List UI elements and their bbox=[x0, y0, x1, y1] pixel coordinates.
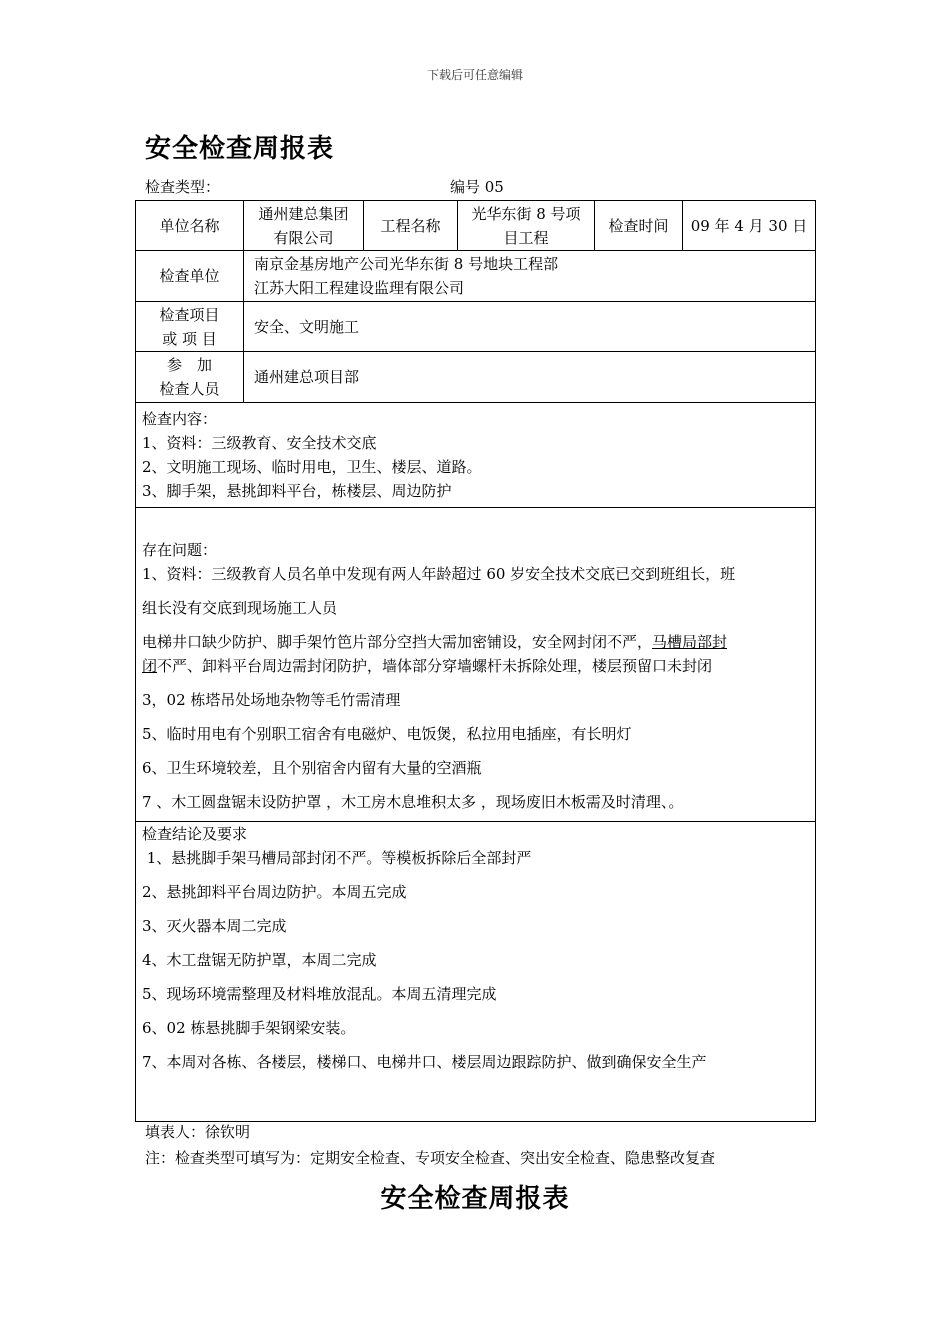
unit-label: 单位名称 bbox=[136, 201, 244, 251]
form-row-inspect-unit bbox=[136, 251, 816, 302]
problems-heading: 存在问题： bbox=[142, 540, 218, 559]
conclusion-heading: 检查结论及要求 bbox=[142, 825, 248, 843]
project-label: 工程名称 bbox=[364, 201, 458, 251]
conclusion-line: 2、悬挑卸料平台周边防护。本周五完成 bbox=[142, 883, 407, 901]
form-row-item bbox=[136, 302, 816, 352]
staff-value: 通州建总项目部 bbox=[244, 352, 816, 403]
problem-line: 6、卫生环境较差，且个别宿舍内留有大量的空酒瓶 bbox=[142, 758, 482, 777]
conclusion-line: 4、木工盘锯无防护罩，本周二完成 bbox=[142, 951, 377, 969]
inspect-unit-value: 南京金基房地产公司光华东街 8 号地块工程部 江苏大阳工程建设监理有限公司 bbox=[244, 251, 816, 302]
time-value: 09 年 4 月 30 日 bbox=[683, 201, 816, 251]
time-label: 检查时间 bbox=[595, 201, 683, 251]
form-row-staff bbox=[136, 352, 816, 403]
header-note: 下载后可任意编辑 bbox=[426, 68, 523, 82]
problem-line: 7 、木工圆盘锯未设防护罩 ，木工房木息堆积太多 ，现场废旧木板需及时清理、。 bbox=[142, 792, 684, 811]
conclusion-line: 5、现场环境需整理及材料堆放混乱。本周五清理完成 bbox=[142, 985, 497, 1003]
problem-line: 闭不严、卸料平台周边需封闭防护，墙体部分穿墙螺杆未拆除处理，楼层预留口未封闭 bbox=[142, 656, 713, 675]
content-heading: 检查内容： bbox=[142, 410, 218, 428]
project-value: 光华东街 8 号项 目工程 bbox=[458, 201, 595, 251]
content-line: 2、文明施工现场、临时用电，卫生、楼层、道路。 bbox=[142, 458, 482, 476]
content-section bbox=[136, 403, 816, 508]
conclusion-line: 6、02 栋悬挑脚手架钢梁安装。 bbox=[142, 1019, 356, 1037]
staff-label: 参 加 检查人员 bbox=[136, 352, 244, 403]
conclusion-line: 7、本周对各栋、各楼层，楼梯口、电梯井口、楼层周边跟踪防护、做到确保安全生产 bbox=[142, 1053, 707, 1071]
problem-line: 电梯井口缺少防护、脚手架竹笆片部分空挡大需加密铺设，安全网封闭不严，马槽局部封 bbox=[142, 632, 728, 651]
inspect-unit-label: 检查单位 bbox=[136, 251, 244, 302]
conclusion-line: 1、悬挑脚手架马槽局部封闭不严。等模板拆除后全部封严 bbox=[142, 849, 532, 867]
problem-line: 3，02 栋塔吊处场地杂物等毛竹需清理 bbox=[142, 690, 401, 709]
inspection-type-label: 检查类型： bbox=[145, 178, 221, 196]
problem-line: 5、临时用电有个别职工宿舍有电磁炉、电饭煲，私拉用电插座，有长明灯 bbox=[142, 724, 632, 743]
item-label: 检查项目 或 项 目 bbox=[136, 302, 244, 352]
form-row-unit bbox=[136, 201, 816, 251]
conclusion-line: 3、灭火器本周二完成 bbox=[142, 917, 287, 935]
unit-value: 通州建总集团 有限公司 bbox=[244, 201, 364, 251]
document-number: 编号 05 bbox=[450, 178, 504, 196]
conclusion-section bbox=[136, 822, 816, 1122]
problem-line: 组长没有交底到现场施工人员 bbox=[142, 598, 338, 617]
problem-line: 1、资料：三级教育人员名单中发现有两人年龄超过 60 岁安全技术交底已交到班组长，班 bbox=[142, 564, 736, 583]
document-title: 安全检查周报表 bbox=[145, 134, 335, 164]
inspection-form bbox=[135, 200, 816, 1122]
item-value: 安全、文明施工 bbox=[244, 302, 816, 352]
content-line: 1、资料：三级教育、安全技术交底 bbox=[142, 434, 377, 452]
form-filler: 填表人：徐钦明 bbox=[145, 1123, 251, 1141]
footnote: 注：检查类型可填写为：定期安全检查、专项安全检查、突出安全检查、隐患整改复查 bbox=[145, 1149, 716, 1167]
content-line: 3、脚手架，悬挑卸料平台，栋楼层、周边防护 bbox=[142, 482, 452, 500]
next-page-title: 安全检查周报表 bbox=[380, 1184, 570, 1214]
problems-section bbox=[136, 508, 816, 822]
